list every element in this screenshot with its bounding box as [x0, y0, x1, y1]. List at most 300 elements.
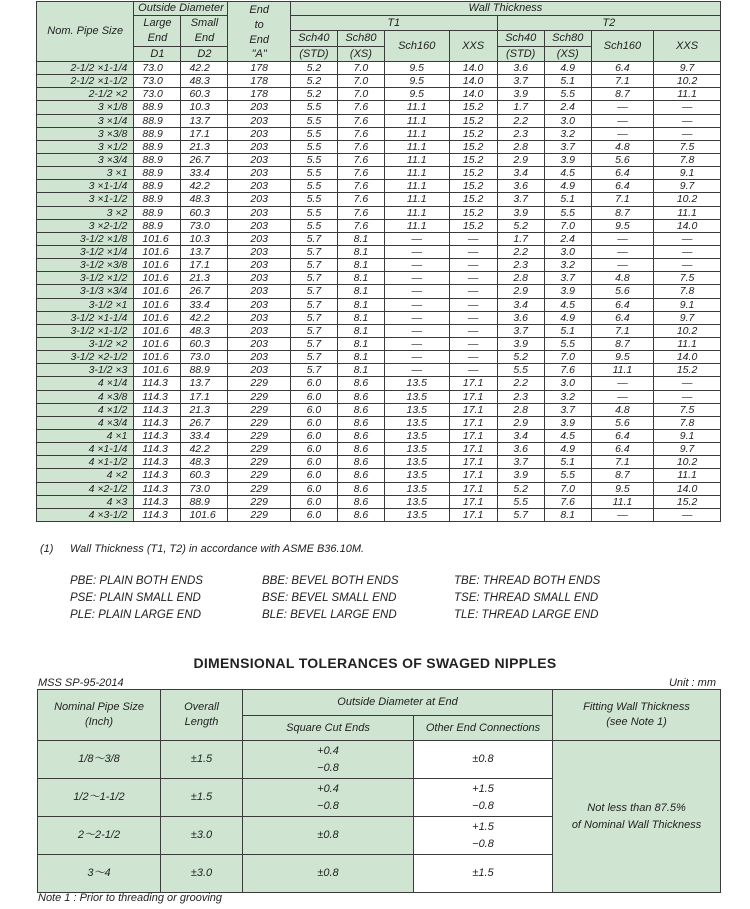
value-cell: 8.7 [591, 337, 653, 350]
value-cell: 101.6 [134, 298, 181, 311]
value-cell: 2.2 [497, 114, 544, 127]
fitting-wall-cell [553, 741, 721, 893]
value-cell: 21.3 [181, 403, 228, 416]
value-cell: — [384, 272, 449, 285]
value-cell: 5.1 [544, 75, 591, 88]
value-cell: 15.2 [654, 495, 721, 508]
value-cell: 3.2 [544, 390, 591, 403]
header-t1-sch40: Sch40 [290, 31, 337, 47]
value-cell: 2.3 [497, 259, 544, 272]
value-cell: 15.2 [449, 140, 497, 153]
value-cell: 5.2 [497, 482, 544, 495]
value-cell: 8.6 [337, 482, 384, 495]
value-cell: 8.6 [337, 403, 384, 416]
nominal-size-cell: 3-1/2 ×2-1/2 [37, 351, 134, 364]
overall-length-cell-value: ±1.5 [190, 791, 213, 803]
value-cell: 101.6 [134, 364, 181, 377]
value-cell: 4.9 [544, 443, 591, 456]
table-row [37, 285, 721, 298]
value-cell: — [449, 324, 497, 337]
table-row [37, 127, 721, 140]
value-cell: 88.9 [134, 206, 181, 219]
table-row [37, 351, 721, 364]
value-cell: 73.0 [134, 75, 181, 88]
value-cell: — [384, 245, 449, 258]
value-cell: 4.5 [544, 167, 591, 180]
pipe-size-cell [38, 817, 161, 855]
value-cell: 11.1 [654, 206, 721, 219]
value-cell: 7.6 [337, 114, 384, 127]
table-row [37, 180, 721, 193]
pipe-size-cell-value: 3～4 [87, 867, 111, 879]
value-cell: — [384, 324, 449, 337]
header-t2-xs: (XS) [544, 47, 591, 62]
value-cell: 114.3 [134, 456, 181, 469]
value-cell: 229 [228, 403, 290, 416]
header-t1-std: (STD) [290, 47, 337, 62]
value-cell: 8.6 [337, 416, 384, 429]
value-cell: 8.1 [337, 298, 384, 311]
value-cell: 17.1 [449, 482, 497, 495]
value-cell: 5.5 [544, 206, 591, 219]
value-cell: 4.8 [591, 403, 653, 416]
value-cell: 7.1 [591, 193, 653, 206]
value-cell: 3.9 [544, 285, 591, 298]
value-cell: 13.5 [384, 429, 449, 442]
value-cell: 8.1 [337, 364, 384, 377]
value-cell: 4.5 [544, 298, 591, 311]
other-end-cell-value: ±1.5 [472, 867, 494, 879]
value-cell: 48.3 [181, 75, 228, 88]
value-cell: 88.9 [134, 127, 181, 140]
table-row [37, 508, 721, 521]
table-row [37, 245, 721, 258]
value-cell: 101.6 [134, 351, 181, 364]
value-cell: 15.2 [449, 167, 497, 180]
header-end-to-end-label: End to End [249, 3, 269, 46]
value-cell: — [384, 337, 449, 350]
value-cell: 7.0 [544, 482, 591, 495]
value-cell: 6.0 [290, 429, 337, 442]
overall-length-cell-value: ±3.0 [190, 867, 213, 879]
nominal-size-cell: 4 ×3/8 [37, 390, 134, 403]
value-cell: 5.6 [591, 153, 653, 166]
value-cell: 114.3 [134, 403, 181, 416]
table-row [37, 206, 721, 219]
header-nominal-pipe-size [38, 690, 161, 741]
value-cell: 203 [228, 285, 290, 298]
value-cell: 13.7 [181, 377, 228, 390]
header-d1: D1 [134, 47, 181, 62]
nominal-size-cell: 4 ×1/2 [37, 403, 134, 416]
header-a: "A" [251, 47, 267, 60]
value-cell: 7.0 [544, 219, 591, 232]
value-cell: 15.2 [449, 206, 497, 219]
wall-thickness-note [40, 543, 364, 555]
value-cell: 4.9 [544, 62, 591, 75]
value-cell: 26.7 [181, 153, 228, 166]
abbr-bse: BSE: BEVEL SMALL END [262, 592, 397, 604]
table-row [37, 153, 721, 166]
header-t2: T2 [497, 16, 720, 31]
nominal-size-cell: 3-1/2 ×1 [37, 298, 134, 311]
table-row [37, 390, 721, 403]
value-cell: 5.2 [290, 75, 337, 88]
value-cell: 5.7 [290, 364, 337, 377]
value-cell: 88.9 [181, 495, 228, 508]
value-cell: 9.5 [384, 62, 449, 75]
value-cell: 88.9 [134, 219, 181, 232]
value-cell: 5.5 [290, 127, 337, 140]
table-row [37, 495, 721, 508]
value-cell: 5.7 [290, 245, 337, 258]
value-cell: 48.3 [181, 193, 228, 206]
nominal-size-cell: 3 ×2-1/2 [37, 219, 134, 232]
value-cell: 5.5 [290, 114, 337, 127]
nominal-size-cell: 3-1/2 ×1-1/2 [37, 324, 134, 337]
header-large-end-label: Large End [143, 17, 172, 44]
value-cell: 15.2 [449, 193, 497, 206]
value-cell: 5.1 [544, 456, 591, 469]
abbr-ple: PLE: PLAIN LARGE END [70, 609, 202, 621]
value-cell: 10.2 [654, 456, 721, 469]
value-cell: 5.5 [544, 88, 591, 101]
header-fitting-wall [553, 690, 721, 741]
value-cell: 203 [228, 259, 290, 272]
value-cell: 13.5 [384, 456, 449, 469]
value-cell: 3.7 [544, 403, 591, 416]
value-cell: 5.5 [290, 167, 337, 180]
value-cell: 9.7 [654, 443, 721, 456]
value-cell: 3.9 [544, 416, 591, 429]
value-cell: 6.0 [290, 469, 337, 482]
value-cell: 7.1 [591, 75, 653, 88]
value-cell: 203 [228, 232, 290, 245]
pipe-size-cell [38, 741, 161, 779]
other-end-cell-value: +1.5 [472, 782, 494, 795]
value-cell: 5.7 [290, 337, 337, 350]
value-cell: 11.1 [384, 101, 449, 114]
value-cell: 2.4 [544, 101, 591, 114]
table-row [37, 298, 721, 311]
value-cell: 88.9 [134, 114, 181, 127]
value-cell: 2.8 [497, 403, 544, 416]
value-cell: 15.2 [449, 180, 497, 193]
other-end-cell-value: +1.5 [472, 820, 494, 833]
value-cell: 17.1 [181, 259, 228, 272]
value-cell: 7.0 [337, 88, 384, 101]
value-cell: 3.7 [497, 456, 544, 469]
value-cell: 5.5 [497, 495, 544, 508]
value-cell: 5.7 [290, 232, 337, 245]
value-cell: 3.7 [544, 140, 591, 153]
value-cell: 8.6 [337, 495, 384, 508]
header-overall-length [161, 690, 243, 741]
value-cell: 3.2 [544, 127, 591, 140]
value-cell: 8.1 [337, 259, 384, 272]
value-cell: 17.1 [449, 416, 497, 429]
value-cell: 3.4 [497, 298, 544, 311]
value-cell: 17.1 [449, 495, 497, 508]
table-row [37, 443, 721, 456]
square-cut-cell [243, 741, 414, 779]
value-cell: 8.1 [337, 311, 384, 324]
value-cell: 60.3 [181, 88, 228, 101]
value-cell: 14.0 [654, 219, 721, 232]
value-cell: 229 [228, 456, 290, 469]
value-cell: 203 [228, 364, 290, 377]
header-square-cut: Square Cut Ends [243, 716, 414, 741]
value-cell: 5.1 [544, 193, 591, 206]
table-row [37, 469, 721, 482]
table-row [37, 311, 721, 324]
value-cell: 114.3 [134, 508, 181, 521]
value-cell: 9.1 [654, 167, 721, 180]
value-cell: 7.6 [337, 193, 384, 206]
header-t2-sch40: Sch40 [497, 31, 544, 47]
value-cell: 8.6 [337, 443, 384, 456]
value-cell: 178 [228, 62, 290, 75]
value-cell: 5.5 [544, 337, 591, 350]
value-cell: 5.5 [290, 101, 337, 114]
value-cell: 203 [228, 153, 290, 166]
table-row [37, 429, 721, 442]
nominal-size-cell: 3 ×1-1/4 [37, 180, 134, 193]
value-cell: 17.1 [181, 390, 228, 403]
nominal-size-cell: 4 ×2-1/2 [37, 482, 134, 495]
header-outside-diameter: Outside Diameter [134, 2, 228, 16]
value-cell: 13.5 [384, 416, 449, 429]
value-cell: 42.2 [181, 443, 228, 456]
value-cell: 11.1 [384, 180, 449, 193]
value-cell: — [384, 232, 449, 245]
value-cell: 9.5 [591, 482, 653, 495]
nominal-size-cell: 3 ×1/2 [37, 140, 134, 153]
note-text: Wall Thickness (T1, T2) in accordance with ASME B36.10M. [70, 543, 365, 555]
header-t2-std: (STD) [497, 47, 544, 62]
value-cell: 9.1 [654, 429, 721, 442]
value-cell: 5.5 [497, 364, 544, 377]
value-cell: 3.9 [497, 88, 544, 101]
other-end-cell [414, 855, 553, 893]
value-cell: 33.4 [181, 298, 228, 311]
value-cell: 14.0 [449, 75, 497, 88]
value-cell: 11.1 [591, 495, 653, 508]
value-cell: — [654, 127, 721, 140]
unit-label: Unit : mm [668, 677, 716, 689]
header-fitting-wall-label: Fitting Wall Thickness [583, 701, 690, 713]
value-cell: 1.7 [497, 232, 544, 245]
value-cell: 203 [228, 140, 290, 153]
value-cell: 3.4 [497, 167, 544, 180]
value-cell: 8.1 [337, 337, 384, 350]
value-cell: 7.5 [654, 140, 721, 153]
value-cell: 7.1 [591, 324, 653, 337]
value-cell: 203 [228, 245, 290, 258]
value-cell: 15.2 [654, 364, 721, 377]
value-cell: 17.1 [449, 443, 497, 456]
header-large-end [134, 16, 181, 47]
value-cell: 10.2 [654, 75, 721, 88]
value-cell: 8.6 [337, 456, 384, 469]
value-cell: 6.4 [591, 62, 653, 75]
abbreviation-group-thread [454, 573, 600, 624]
value-cell: 8.6 [337, 469, 384, 482]
value-cell: 11.1 [654, 469, 721, 482]
value-cell: 5.7 [290, 311, 337, 324]
value-cell: 229 [228, 508, 290, 521]
nominal-size-cell: 4 ×3 [37, 495, 134, 508]
value-cell: 26.7 [181, 285, 228, 298]
value-cell: 11.1 [384, 114, 449, 127]
value-cell: 203 [228, 101, 290, 114]
value-cell: 7.0 [337, 62, 384, 75]
value-cell: 5.5 [290, 219, 337, 232]
nominal-size-cell: 2-1/2 ×1-1/2 [37, 75, 134, 88]
nominal-size-cell: 3-1/2 ×1/4 [37, 245, 134, 258]
value-cell: 7.6 [337, 140, 384, 153]
value-cell: 6.4 [591, 429, 653, 442]
header-end-to-end [228, 2, 290, 62]
nominal-size-cell: 4 ×1-1/4 [37, 443, 134, 456]
value-cell: 10.2 [654, 193, 721, 206]
header-t1: T1 [290, 16, 497, 31]
value-cell: 17.1 [181, 127, 228, 140]
header-nom-pipe-size: Nom. Pipe Size [37, 2, 134, 62]
value-cell: 3.0 [544, 377, 591, 390]
value-cell: 17.1 [449, 377, 497, 390]
nominal-size-cell: 3-1/2 ×1-1/4 [37, 311, 134, 324]
value-cell: 178 [228, 75, 290, 88]
value-cell: 8.1 [337, 324, 384, 337]
value-cell: 229 [228, 377, 290, 390]
value-cell: 6.0 [290, 416, 337, 429]
value-cell: 6.0 [290, 456, 337, 469]
pipe-size-cell-value: 1/2～1-1/2 [73, 791, 125, 803]
value-cell: 101.6 [134, 337, 181, 350]
value-cell: 10.3 [181, 232, 228, 245]
other-end-cell-value: ±0.8 [472, 753, 494, 765]
value-cell: — [449, 298, 497, 311]
value-cell: 11.1 [591, 364, 653, 377]
value-cell: — [591, 114, 653, 127]
dimensions-table [36, 1, 721, 522]
value-cell: 17.1 [449, 456, 497, 469]
value-cell: 6.4 [591, 167, 653, 180]
value-cell: 203 [228, 298, 290, 311]
value-cell: 229 [228, 443, 290, 456]
value-cell: — [449, 351, 497, 364]
value-cell: 1.7 [497, 101, 544, 114]
square-cut-cell-value: +0.4 [317, 744, 339, 757]
value-cell: 203 [228, 206, 290, 219]
value-cell: 6.0 [290, 403, 337, 416]
abbr-tle: TLE: THREAD LARGE END [454, 609, 599, 621]
value-cell: — [384, 351, 449, 364]
square-cut-cell-value: ±0.8 [317, 867, 339, 879]
value-cell: 8.6 [337, 429, 384, 442]
value-cell: 15.2 [449, 219, 497, 232]
value-cell: 3.7 [497, 324, 544, 337]
nominal-size-cell: 3 ×1 [37, 167, 134, 180]
header-nominal-pipe-size-label: Nominal Pipe Size [54, 701, 144, 713]
value-cell: 7.6 [337, 219, 384, 232]
table-row [37, 377, 721, 390]
value-cell: 6.0 [290, 508, 337, 521]
value-cell: 101.6 [181, 508, 228, 521]
header-see-note-label: (see Note 1) [606, 716, 667, 728]
value-cell: 7.6 [337, 167, 384, 180]
value-cell: 7.6 [544, 495, 591, 508]
header-t2-sch80: Sch80 [544, 31, 591, 47]
value-cell: 5.2 [290, 62, 337, 75]
value-cell: 4.5 [544, 429, 591, 442]
value-cell: 26.7 [181, 416, 228, 429]
value-cell: 101.6 [134, 232, 181, 245]
value-cell: 5.7 [290, 351, 337, 364]
nominal-size-cell: 2-1/2 ×1-1/4 [37, 62, 134, 75]
header-wall-thickness: Wall Thickness [290, 2, 720, 16]
overall-length-cell-value: ±3.0 [190, 829, 213, 841]
value-cell: 9.5 [384, 88, 449, 101]
value-cell: 17.1 [449, 429, 497, 442]
abbr-ble: BLE: BEVEL LARGE END [262, 609, 397, 621]
overall-length-cell-value: ±1.5 [190, 753, 213, 765]
value-cell: 229 [228, 495, 290, 508]
value-cell: 5.7 [290, 298, 337, 311]
value-cell: 3.4 [497, 429, 544, 442]
value-cell: 8.1 [337, 232, 384, 245]
value-cell: 3.6 [497, 443, 544, 456]
value-cell: 10.2 [654, 324, 721, 337]
value-cell: 101.6 [134, 324, 181, 337]
value-cell: 11.1 [384, 140, 449, 153]
value-cell: 203 [228, 219, 290, 232]
value-cell: 11.1 [654, 88, 721, 101]
value-cell: 3.7 [544, 272, 591, 285]
table-row [37, 337, 721, 350]
square-cut-cell [243, 817, 414, 855]
value-cell: 2.3 [497, 390, 544, 403]
value-cell: 60.3 [181, 337, 228, 350]
nominal-size-cell: 4 ×2 [37, 469, 134, 482]
value-cell: 7.5 [654, 272, 721, 285]
value-cell: 15.2 [449, 153, 497, 166]
value-cell: 3.6 [497, 180, 544, 193]
value-cell: 5.5 [290, 140, 337, 153]
nominal-size-cell: 4 ×3-1/2 [37, 508, 134, 521]
fitting-wall-text: Not less than 87.5% [587, 801, 686, 814]
value-cell: 4.9 [544, 180, 591, 193]
value-cell: 42.2 [181, 311, 228, 324]
standard-label: MSS SP-95-2014 [38, 677, 124, 689]
value-cell: 33.4 [181, 167, 228, 180]
value-cell: — [449, 285, 497, 298]
square-cut-cell [243, 855, 414, 893]
value-cell: — [654, 508, 721, 521]
value-cell: 15.2 [449, 114, 497, 127]
value-cell: 203 [228, 324, 290, 337]
value-cell: 14.0 [449, 62, 497, 75]
value-cell: 4.8 [591, 272, 653, 285]
value-cell: 8.1 [337, 285, 384, 298]
header-overall-label: Overall [184, 701, 219, 713]
value-cell: 8.7 [591, 469, 653, 482]
value-cell: 13.5 [384, 508, 449, 521]
other-end-cell [414, 779, 553, 817]
other-end-cell-value: −0.8 [472, 799, 494, 812]
value-cell: 11.1 [384, 167, 449, 180]
